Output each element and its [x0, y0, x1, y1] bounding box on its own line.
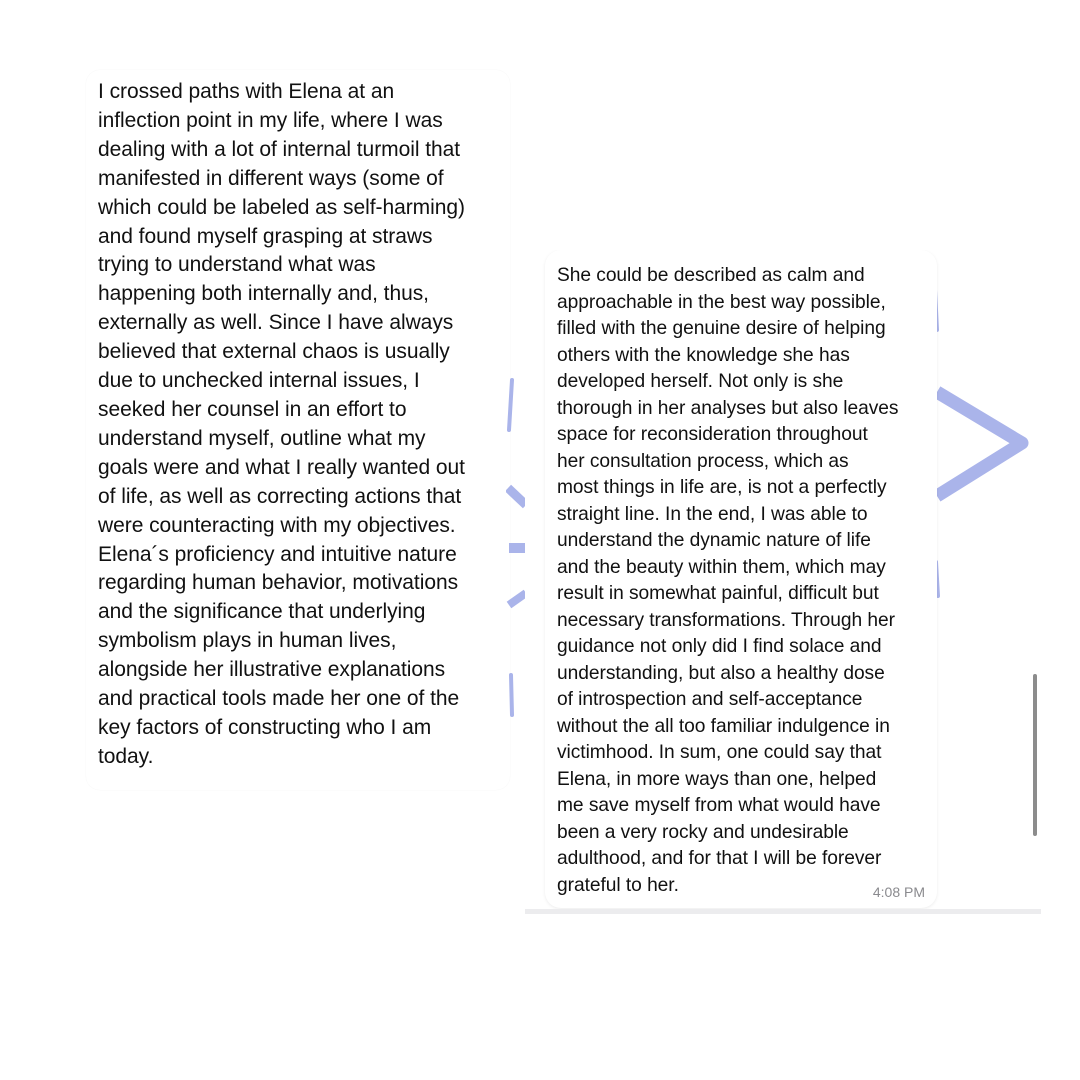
scrollbar-thumb[interactable] — [1033, 674, 1037, 836]
message-bubble-left — [86, 70, 510, 790]
message-text: I crossed paths with Elena at an inflection point in my life, where I was dealing with a lot of internal turmoil that manifested in different ways (some of which could be labeled as self-harming) and found myself grasping at straws trying to understand what was happening both internally and, thus, externally as well. Since I have always believed that external chaos is usually due to unchecked internal issues, I seeked her counsel in an effort to understand myself, outline what my goals were and what I really wanted out of life, as well as correcting actions that were counteracting with my objectives. Elena´s proficiency and intuitive nature regarding human behavior, motivations and the significance that underlying symbolism plays in human lives, alongside her illustrative explanations and practical tools made her one of the key factors of constructing who I am today. — [98, 80, 465, 768]
message-bubble-right — [545, 250, 937, 908]
divider — [525, 909, 1041, 914]
screenshot-panel-right — [525, 250, 1041, 914]
message-text: She could be described as calm and approachable in the best way possible, filled with the genuine desire of helping others with the knowledge she has developed herself. Not only is she thorough in her analyses but also leaves space for reconsideration throughout her consultation process, which as most things in life are, is not a perfectly straight line. In the end, I was able to understand the dynamic nature of life and the beauty within them, which may result in somewhat painful, difficult but necessary transformations. Through her guidance not only did I find solace and understanding, but also a healthy dose of introspection and self-acceptance without the all too familiar indulgence in victimhood. In sum, one could say that Elena, in more ways than one, helped me save myself from what would have been a very rocky and undesirable adulthood, and for that I will be forever grateful to her. — [557, 265, 899, 896]
message-timestamp: 4:08 PM — [872, 884, 925, 900]
